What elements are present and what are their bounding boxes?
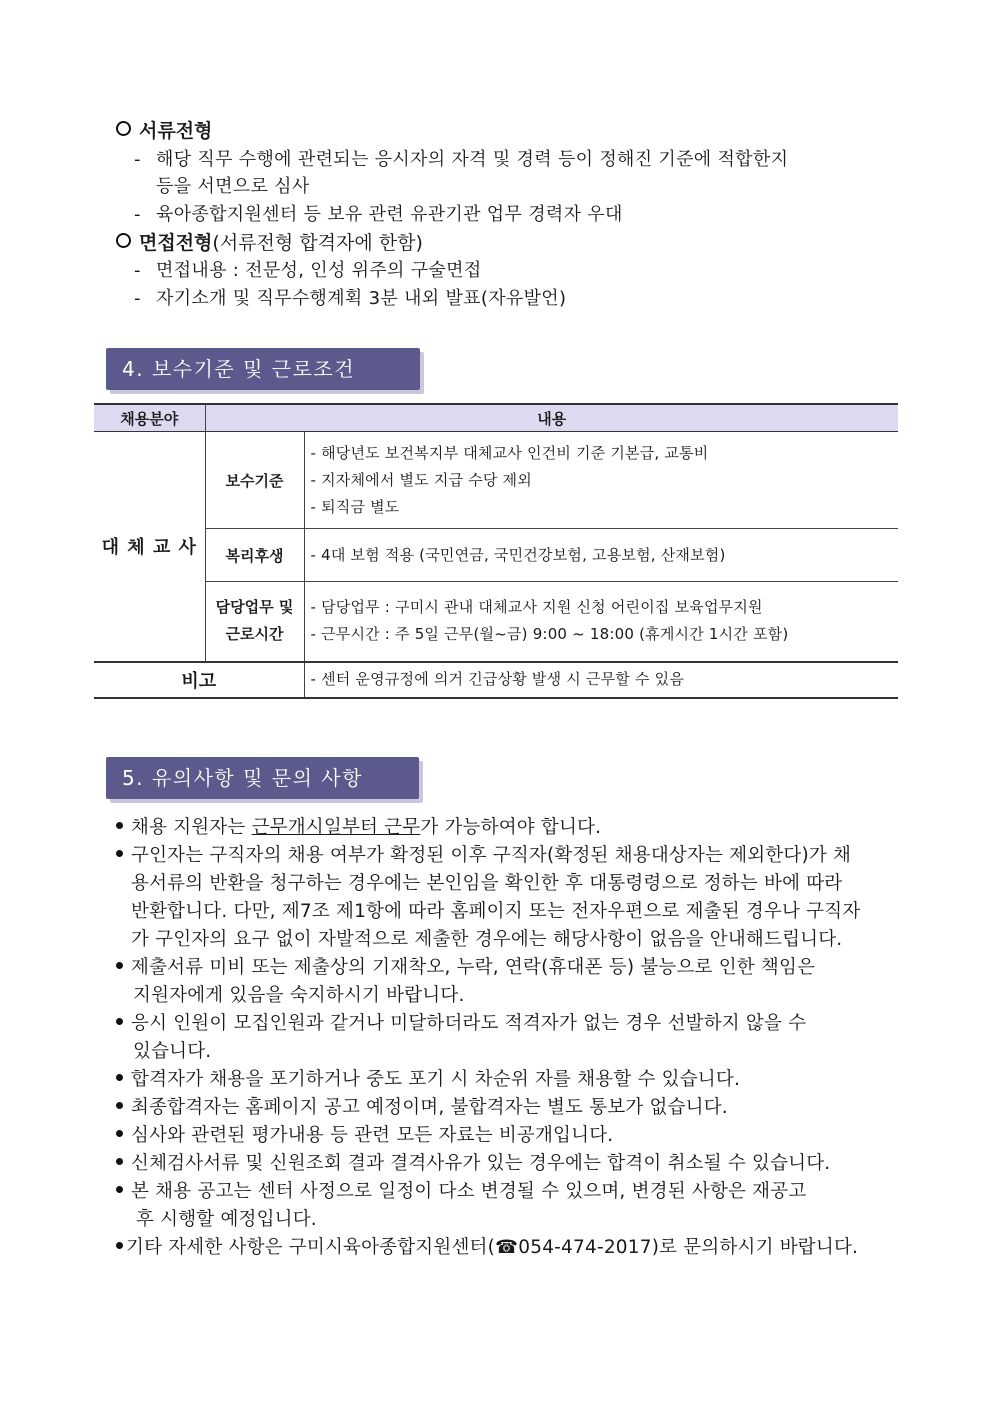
notice-item: 신체검사서류 및 신원조회 결과 결격사유가 있는 경우에는 합격이 취소될 수 있습니다.	[116, 1150, 830, 1178]
interview-item: - 자기소개 및 직무수행계획 3분 내외 발표(자유발언)	[134, 288, 567, 309]
bullet-icon	[116, 850, 123, 857]
document-screening-item: - 해당 직무 수행에 관련되는 응시자의 자격 및 경력 등이 정해진 기준에 적합한지	[134, 149, 789, 170]
notice-item: 최종합격자는 홈페이지 공고 예정이며, 불합격자는 별도 통보가 없습니다.	[116, 1094, 728, 1122]
bullet-icon	[116, 1130, 123, 1137]
notice-item: 응시 인원이 모집인원과 같거나 미달하더라도 적격자가 없는 경우 선발하지 않을 수	[116, 1010, 806, 1038]
table-row	[94, 432, 898, 529]
bullet-icon	[116, 1074, 123, 1081]
row-label: 복리후생	[205, 529, 304, 582]
row-content: - 담당업무 : 구미시 관내 대체교사 지원 신청 어린이집 보육업무지원 - 근무시간 : 주 5일 근무(월~금) 9:00 ~ 18:00 (휴게시간 1시간 포함)	[304, 582, 898, 662]
header-field: 채용분야	[94, 404, 205, 432]
document-screening-item: - 육아종합지원센터 등 보유 관련 유관기관 업무 경력자 우대	[134, 204, 623, 225]
bullet-icon	[116, 1186, 123, 1193]
table-header-row	[94, 404, 898, 432]
notice-item: 합격자가 채용을 포기하거나 중도 포기 시 차순위 자를 채용할 수 있습니다.	[116, 1066, 740, 1094]
interview-screening-heading: 면접전형(서류전형 합격자에 한함)	[116, 229, 423, 257]
circle-bullet-icon	[116, 121, 131, 136]
notice-item: 본 채용 공고는 센터 사정으로 일정이 다소 변경될 수 있으며, 변경된 사항은 재공고	[116, 1178, 806, 1206]
document-screening-heading: 서류전형	[116, 117, 212, 145]
notice-item-cont: 가 구인자의 요구 없이 자발적으로 제출한 경우에는 해당사항이 없음을 안내해드립니다.	[131, 929, 843, 950]
notice-item-cont: 후 시행할 예정입니다.	[136, 1209, 317, 1230]
bullet-icon	[116, 1242, 123, 1249]
bullet-icon	[116, 1102, 123, 1109]
notice-item: 심사와 관련된 평가내용 등 관련 모든 자료는 비공개입니다.	[116, 1122, 613, 1150]
circle-bullet-icon	[116, 233, 131, 248]
bullet-icon	[116, 822, 123, 829]
remark-row	[94, 662, 898, 698]
row-label: 담당업무 및 근로시간	[205, 582, 304, 662]
section-4-title: 4. 보수기준 및 근로조건	[106, 348, 420, 390]
interview-item: - 면접내용 : 전문성, 인성 위주의 구술면접	[134, 260, 482, 281]
section-5-title: 5. 유의사항 및 문의 사항	[106, 757, 419, 799]
bullet-icon	[116, 962, 123, 969]
notice-item-cont: 있습니다.	[133, 1041, 212, 1062]
table-row	[94, 582, 898, 662]
table-row	[94, 529, 898, 582]
header-content: 내용	[205, 404, 898, 432]
remark-content: - 센터 운영규정에 의거 긴급상황 발생 시 근무할 수 있음	[304, 662, 898, 698]
bullet-icon	[116, 1018, 123, 1025]
phone-icon: ☎	[495, 1237, 519, 1258]
salary-conditions-table	[94, 403, 898, 699]
notice-item: 제출서류 미비 또는 제출상의 기재착오, 누락, 연락(휴대폰 등) 불능으로 인한 책임은	[116, 954, 815, 982]
notice-item-cont: 용서류의 반환을 청구하는 경우에는 본인임을 확인한 후 대통령령으로 정하는 바에 따라	[131, 873, 843, 894]
row-content: - 4대 보험 적용 (국민연금, 국민건강보험, 고용보험, 산재보험)	[304, 529, 898, 582]
document-screening-item-cont: 등을 서면으로 심사	[156, 176, 310, 197]
bullet-icon	[116, 1158, 123, 1165]
remark-label: 비고	[94, 662, 304, 698]
notice-item-cont: 반환합니다. 다만, 제7조 제1항에 따라 홈페이지 또는 전자우편으로 제출된 경우나 구직자	[131, 901, 861, 922]
row-label: 보수기준	[205, 432, 304, 529]
row-content: - 해당년도 보건복지부 대체교사 인건비 기준 기본급, 교통비 - 지자체에서 별도 지급 수당 제외 - 퇴직금 별도	[304, 432, 898, 529]
notice-item-cont: 지원자에게 있음을 숙지하시기 바랍니다.	[133, 985, 465, 1006]
notice-item-contact: 기타 자세한 사항은 구미시육아종합지원센터(☎054-474-2017)로 문의하시기 바랍니다.	[116, 1234, 858, 1262]
notice-item: 구인자는 구직자의 채용 여부가 확정된 이후 구직자(확정된 채용대상자는 제외한다)가 채	[116, 842, 851, 870]
notice-item: 채용 지원자는 근무개시일부터 근무가 가능하여야 합니다.	[116, 814, 601, 842]
field-cell: 대 체 교 사	[94, 432, 205, 662]
